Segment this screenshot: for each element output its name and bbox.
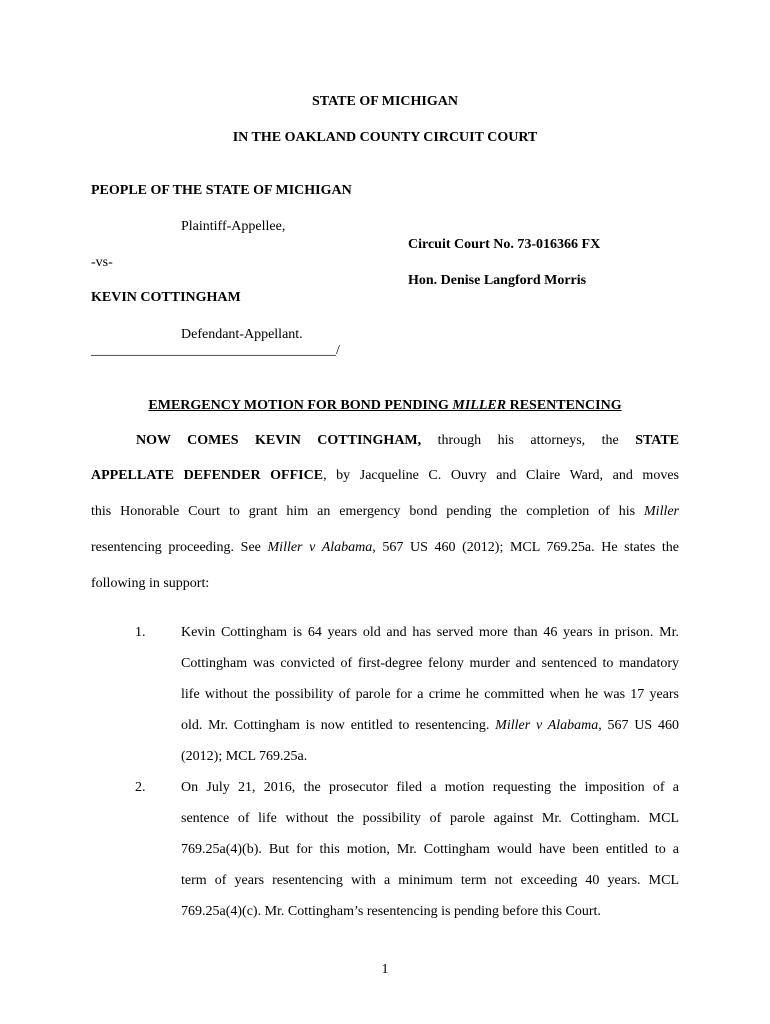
- intro-line1-rest: through his attorneys, the: [437, 433, 619, 448]
- page-number: 1: [381, 962, 389, 977]
- item-1-line-1: Kevin Cottingham is 64 years old and has served more than 46 years in prison. Mr.: [181, 625, 679, 640]
- item-2-line-3: 769.25a(4)(b). But for this motion, Mr. Cottingham would have been entitled to a: [181, 842, 679, 857]
- caption-rule: ___________________________________/: [91, 343, 340, 358]
- intro-line3-text: this Honorable Court to grant him an emergency bond pending the completion of his: [91, 504, 636, 519]
- intro-line-2: [91, 468, 679, 484]
- item-1-line-2: Cottingham was convicted of first-degree felony murder and sentenced to mandatory: [181, 656, 679, 671]
- item-1-line-4: [181, 718, 679, 734]
- item-1-line4-pre: old. Mr. Cottingham is now entitled to resentencing.: [181, 718, 490, 733]
- court-heading: IN THE OAKLAND COUNTY CIRCUIT COURT: [232, 130, 538, 145]
- defendant-role: Defendant-Appellant.: [181, 327, 303, 342]
- plaintiff-role: Plaintiff-Appellee,: [181, 219, 286, 234]
- item-2-line-2: sentence of life without the possibility of parole against Mr. Cottingham. MCL: [181, 811, 679, 826]
- intro-line-5: following in support:: [91, 576, 210, 591]
- defendant-name: KEVIN COTTINGHAM: [91, 290, 241, 305]
- intro-line4-pre: resentencing proceeding. See: [91, 540, 261, 555]
- item-1-line4-italic: Miller v Alabama: [495, 718, 599, 733]
- intro-line2-bold: APPELLATE DEFENDER OFFICE: [91, 468, 324, 483]
- item-2-line-5: 769.25a(4)(c). Mr. Cottingham’s resentencing is pending before this Court.: [181, 904, 601, 919]
- item-1-line-5: (2012); MCL 769.25a.: [181, 749, 308, 764]
- motion-title: [0, 398, 770, 414]
- intro-line1-bold: NOW COMES KEVIN COTTINGHAM,: [136, 433, 422, 448]
- intro-line-3: [91, 504, 679, 520]
- plaintiff-name: PEOPLE OF THE STATE OF MICHIGAN: [91, 183, 352, 198]
- motion-title-post: RESENTENCING: [506, 398, 622, 413]
- intro-line-4: [91, 540, 679, 556]
- item-1-line-3: life without the possibility of parole for a crime he committed when he was 17 years: [181, 687, 679, 702]
- state-heading: STATE OF MICHIGAN: [312, 94, 458, 109]
- judge-name: Hon. Denise Langford Morris: [408, 273, 587, 288]
- intro-line4-italic: Miller v Alabama: [267, 540, 373, 555]
- item-2-line-4: term of years resentencing with a minimum term not exceeding 40 years. MCL: [181, 873, 679, 888]
- motion-title-pre: EMERGENCY MOTION FOR BOND PENDING: [148, 398, 453, 413]
- versus-label: -vs-: [91, 255, 113, 270]
- intro-line3-italic: Miller: [644, 504, 680, 519]
- case-number: Circuit Court No. 73-016366 FX: [408, 237, 601, 252]
- item-1-number: 1.: [135, 625, 146, 640]
- item-1-line4-post: , 567 US 460: [598, 718, 679, 733]
- motion-title-italic: MILLER: [452, 398, 507, 413]
- intro-line4-post: , 567 US 460 (2012); MCL 769.25a. He states the: [372, 540, 679, 555]
- item-2-number: 2.: [135, 780, 146, 795]
- item-2-line-1: On July 21, 2016, the prosecutor filed a motion requesting the imposition of a: [181, 780, 679, 795]
- intro-line-1: [136, 433, 679, 449]
- intro-line2-rest: , by Jacqueline C. Ouvry and Claire Ward, and moves: [323, 468, 679, 483]
- intro-line1-bold2: STATE: [635, 433, 680, 448]
